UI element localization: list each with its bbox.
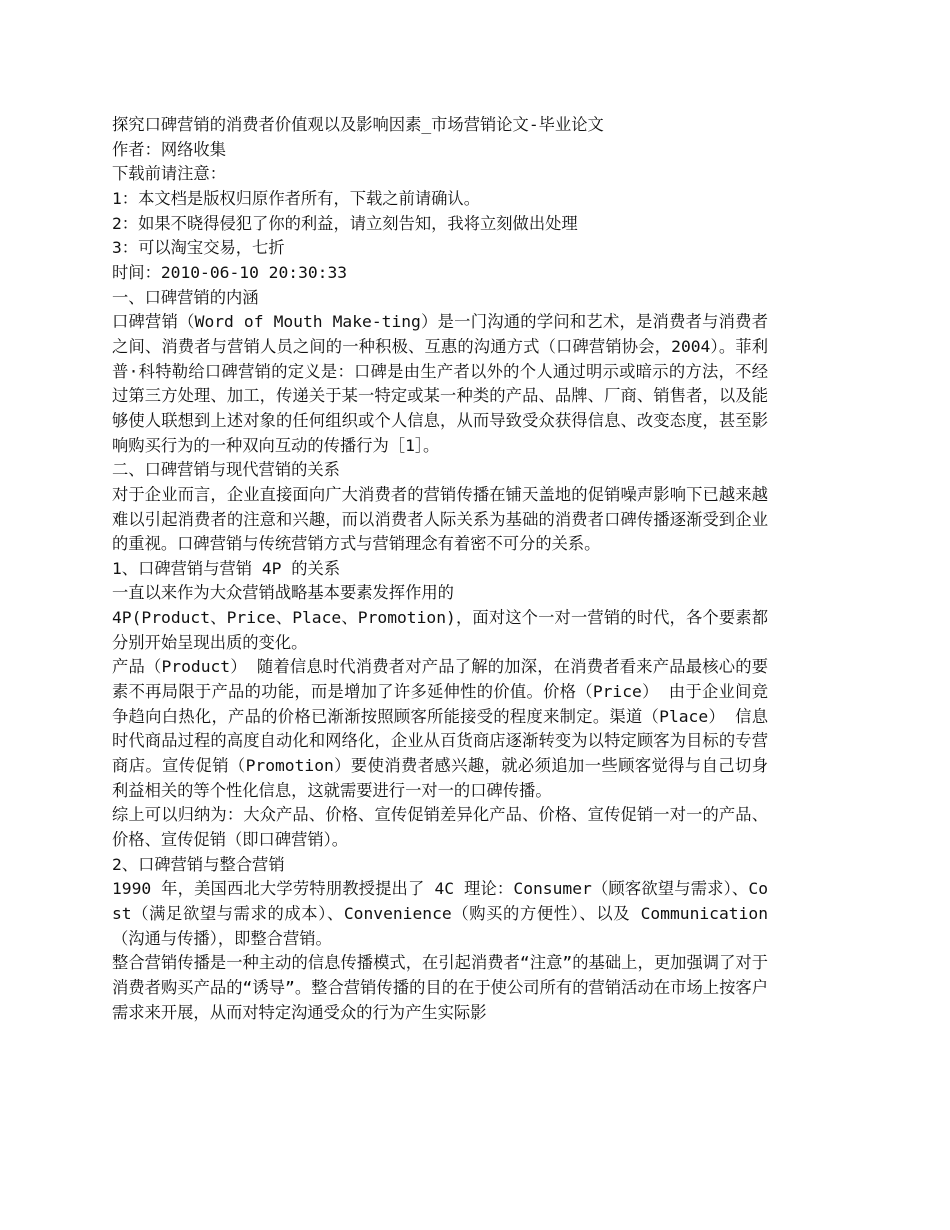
paragraph-integrated-marketing: 整合营销传播是一种主动的信息传播模式，在引起消费者“注意”的基础上，更加强调了对于消费者购买产品的“诱导”。整合营销传播的目的在于使公司所有的营销活动在市场上按客户需求来开展，从而对特定沟通受众的行为产生实际影 <box>112 953 768 1022</box>
paragraph-summary: 综上可以归纳为：大众产品、价格、宣传促销差异化产品、价格、宣传促销一对一的产品、价格、宣传促销（即口碑营销）。 <box>112 805 768 850</box>
paragraph-definition: 口碑营销（Word of Mouth Make-ting）是一门沟通的学问和艺术，是消费者与消费者之间、消费者与营销人员之间的一种积极、互惠的沟通方式（口碑营销协会，2004）。菲利普·科特勒给口碑营销的定义是：口碑是由生产者以外的个人通过明示或暗示的方法，不经过第三方处理、加工，传递关于某一特定或某一种类的产品、品牌、厂商、销售者，以及能够使人联想到上述对象的任何组织或个人信息，从而导致受众获得信息、改变态度，甚至影响购买行为的一种双向互动的传播行为［1］。 <box>112 312 768 455</box>
download-notice-heading: 下载前请注意： <box>112 164 226 184</box>
notice-item-1: 1：本文档是版权归原作者所有，下载之前请确认。 <box>112 188 480 208</box>
section-heading-2: 二、口碑营销与现代营销的关系 <box>112 460 340 480</box>
paragraph-4p-details: 产品（Product） 随着信息时代消费者对产品了解的加深，在消费者看来产品最核心的要素不再局限于产品的功能，而是增加了许多延伸性的价值。价格（Price） 由于企业间竞争趋向白热化，产品的价格已渐渐按照顾客所能接受的程度来制定。渠道（Place） 信息时代商品过程的高度自动化和网络化，企业从百货商店逐渐转变为以特定顾客为目标的专营商店。宣传促销（Promotion）要使消费者感兴趣，就必须追加一些顾客觉得与自己切身利益相关的等个性化信息，这就需要进行一对一的口碑传播。 <box>112 657 768 800</box>
document-title: 探究口碑营销的消费者价值观以及影响因素_市场营销论文-毕业论文 <box>112 115 604 134</box>
paragraph-4c-theory: 1990 年，美国西北大学劳特朋教授提出了 4C 理论：Consumer（顾客欲望与需求）、Cost（满足欲望与需求的成本）、Convenience（购买的方便性）、以及 Communication（沟通与传播），即整合营销。 <box>112 879 768 948</box>
paragraph-4p-list: 4P(Product、Price、Place、Promotion)，面对这个一对一营销的时代，各个要素都分别开始呈现出质的变化。 <box>112 608 768 652</box>
notice-item-2: 2：如果不晓得侵犯了你的利益，请立刻告知，我将立刻做出处理 <box>112 213 578 233</box>
section-heading-1: 一、口碑营销的内涵 <box>112 287 259 307</box>
author-line: 作者：网络收集 <box>112 139 226 159</box>
paragraph-4p-intro: 一直以来作为大众营销战略基本要素发挥作用的 <box>112 583 454 603</box>
timestamp-line: 时间：2010-06-10 20:30:33 <box>112 262 348 282</box>
document-body <box>112 113 768 1025</box>
notice-item-3: 3：可以淘宝交易，七折 <box>112 238 285 258</box>
subsection-heading-integrated: 2、口碑营销与整合营销 <box>112 854 285 874</box>
paragraph-relationship: 对于企业而言，企业直接面向广大消费者的营销传播在铺天盖地的促销噪声影响下已越来越难以引起消费者的注意和兴趣，而以消费者人际关系为基础的消费者口碑传播逐渐受到企业的重视。口碑营销与传统营销方式与营销理念有着密不可分的关系。 <box>112 484 768 554</box>
subsection-heading-4p: 1、口碑营销与营销 4P 的关系 <box>112 558 341 578</box>
